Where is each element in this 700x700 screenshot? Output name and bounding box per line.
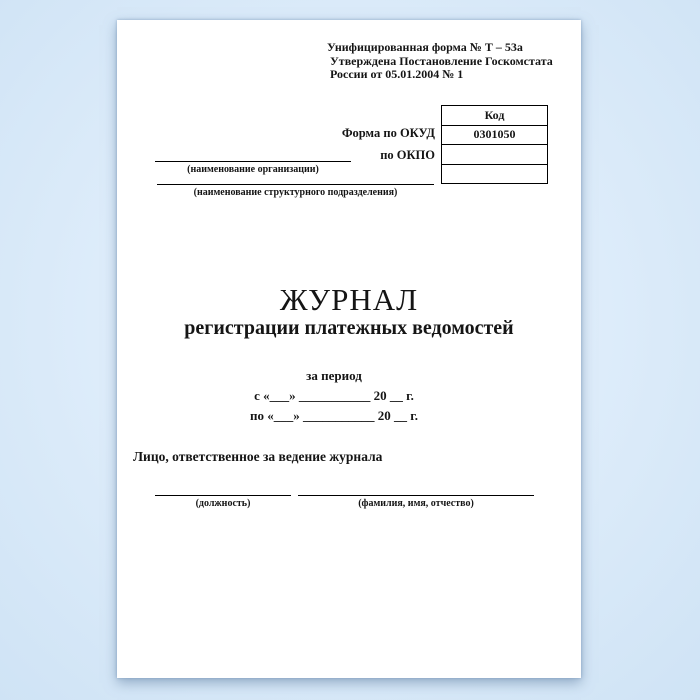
approval-line: Утверждена Постановление Госкомстата bbox=[330, 53, 553, 68]
responsible-person-label: Лицо, ответственное за ведение журнала bbox=[133, 449, 383, 464]
organization-name-field[interactable] bbox=[155, 161, 351, 162]
okpo-code-cell[interactable] bbox=[442, 145, 548, 165]
structural-unit-field[interactable] bbox=[157, 184, 434, 185]
form-approval-header bbox=[327, 41, 577, 82]
form-page bbox=[117, 20, 581, 678]
position-signature-field[interactable] bbox=[155, 495, 291, 496]
period-caption: за период bbox=[306, 368, 362, 383]
okud-label: Форма по ОКУД bbox=[341, 126, 435, 140]
form-number-line: Унифицированная форма № Т – 53а bbox=[327, 40, 523, 54]
code-table-header-cell: Код bbox=[442, 106, 548, 126]
document-subtitle: регистрации платежных ведомостей bbox=[184, 317, 514, 339]
document-title: ЖУРНАЛ bbox=[279, 282, 419, 317]
period-from-line[interactable]: с «___» ___________ 20 __ г. bbox=[254, 388, 414, 403]
code-table bbox=[441, 105, 548, 184]
extra-code-cell[interactable] bbox=[442, 164, 548, 184]
structural-unit-caption: (наименование структурного подразделения) bbox=[193, 187, 398, 198]
fullname-caption: (фамилия, имя, отчество) bbox=[358, 498, 474, 509]
period-block bbox=[102, 366, 566, 426]
organization-name-caption: (наименование организации) bbox=[187, 164, 319, 175]
okud-code-cell: 0301050 bbox=[442, 125, 548, 145]
period-to-line[interactable]: по «___» ___________ 20 __ г. bbox=[250, 408, 418, 423]
approval-date-line: России от 05.01.2004 № 1 bbox=[330, 67, 464, 81]
fullname-signature-field[interactable] bbox=[298, 495, 534, 496]
position-caption: (должность) bbox=[195, 498, 251, 509]
okpo-label: по ОКПО bbox=[380, 148, 435, 162]
